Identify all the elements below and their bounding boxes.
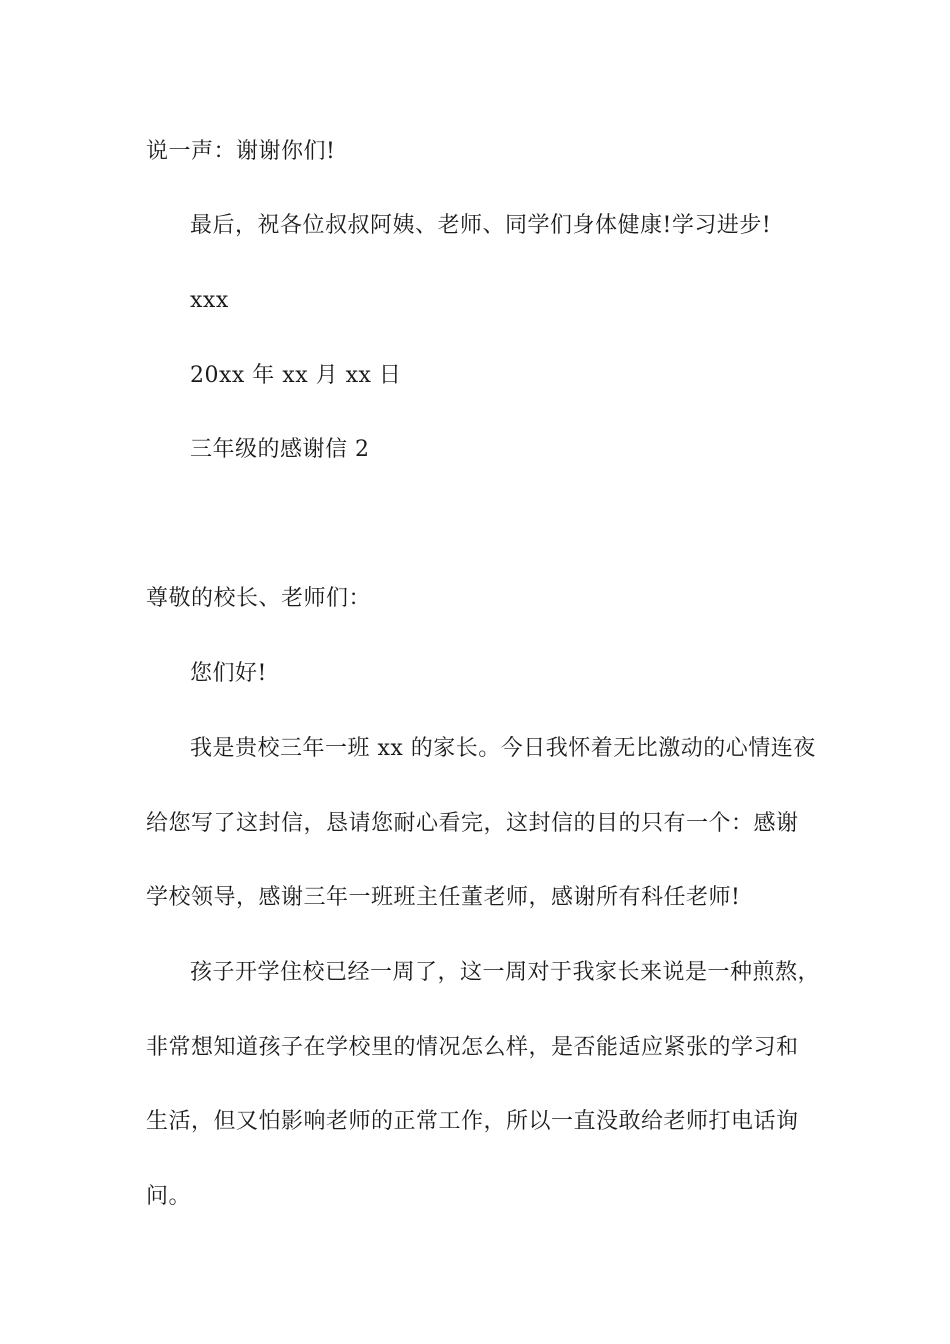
text-line: 生活，但又怕影响老师的正常工作，所以一直没敢给老师打电话询: [146, 1109, 799, 1134]
text-line: 我是贵校三年一班 xx 的家长。今日我怀着无比激动的心情连夜: [190, 736, 816, 761]
text-line: 说一声：谢谢你们!: [146, 139, 336, 164]
date-line: 20xx 年 xx 月 xx 日: [190, 363, 402, 388]
salutation: 尊敬的校长、老师们：: [146, 586, 372, 611]
text-line: 学校领导，感谢三年一班班主任董老师，感谢所有科任老师!: [146, 885, 741, 910]
text-line: 非常想知道孩子在学校里的情况怎么样，是否能适应紧张的学习和: [146, 1035, 799, 1060]
signature-name: xxx: [190, 288, 229, 313]
text-line: 给您写了这封信，恳请您耐心看完，这封信的目的只有一个：感谢: [146, 811, 799, 836]
text-line: 最后，祝各位叔叔阿姨、老师、同学们身体健康!学习进步!: [190, 213, 772, 238]
section-title: 三年级的感谢信 2: [190, 437, 370, 462]
text-line: 孩子开学住校已经一周了，这一周对于我家长来说是一种煎熬，: [190, 960, 821, 985]
greeting: 您们好!: [190, 661, 267, 686]
text-line: 问。: [146, 1184, 192, 1209]
